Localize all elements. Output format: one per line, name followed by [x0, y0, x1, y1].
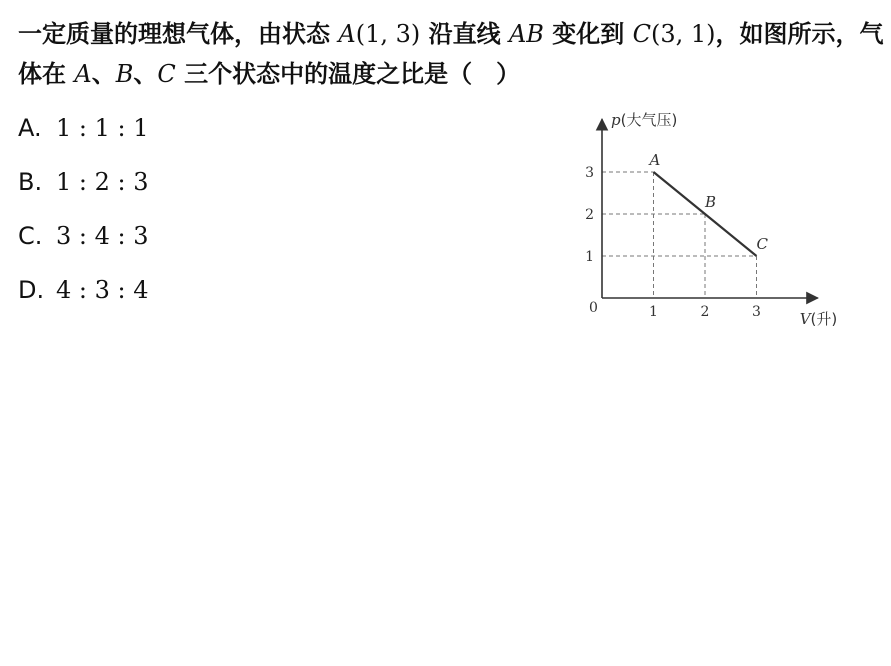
option-letter: B. [18, 168, 43, 196]
point-a-symbol: A [338, 20, 356, 48]
point-label-c: C [756, 235, 768, 253]
question-seg: ，如图所示，气体在 [18, 20, 884, 88]
x-tick-label: 3 [752, 304, 761, 320]
option-d[interactable] [18, 270, 149, 324]
option-value: 1 : 2 : 3 [56, 168, 149, 196]
x-axis-label [800, 310, 838, 328]
option-c[interactable] [18, 216, 149, 270]
question-text [18, 14, 884, 94]
y-axis-var: p [611, 111, 621, 130]
option-a[interactable] [18, 108, 149, 162]
point-c-symbol: C [632, 20, 652, 48]
separator: 、 [91, 60, 116, 88]
option-letter: C. [18, 222, 43, 250]
state-a-label: A [74, 60, 92, 88]
option-value: 3 : 4 : 3 [56, 222, 149, 250]
question-seg: 变化到 [543, 20, 633, 48]
x-axis-var: V [799, 310, 811, 328]
x-tick-label: 2 [700, 304, 710, 320]
separator: 、 [133, 60, 158, 88]
point-a-coords: (1, 3) [355, 20, 421, 48]
answer-options [18, 108, 149, 324]
y-axis-unit: (大气压) [620, 111, 678, 130]
question-seg: 三个状态中的温度之比是（ ） [175, 60, 521, 88]
state-b-label: B [115, 60, 134, 88]
y-tick-label: 2 [585, 207, 594, 223]
option-value: 4 : 3 : 4 [56, 276, 149, 304]
point-labels [648, 151, 769, 253]
point-label-a: A [649, 151, 661, 169]
point-c-coords: (3, 1) [651, 20, 716, 48]
x-tick-label: 1 [649, 304, 658, 320]
question-seg: 沿直线 [420, 20, 509, 48]
option-letter: D. [18, 276, 45, 304]
pv-diagram [580, 96, 885, 336]
line-ab-symbol: AB [508, 20, 544, 48]
origin-label: 0 [589, 300, 598, 316]
guide-lines [602, 172, 757, 298]
option-value: 1 : 1 : 1 [56, 114, 149, 142]
state-c-label: C [157, 60, 176, 88]
point-label-b: B [705, 193, 717, 211]
option-b[interactable] [18, 162, 149, 216]
x-axis-unit: (升) [810, 310, 838, 328]
question-seg: 一定质量的理想气体，由状态 [18, 20, 339, 48]
y-tick-label: 3 [585, 165, 594, 181]
y-axis-label [611, 111, 677, 129]
y-tick-label: 1 [585, 249, 594, 265]
pv-chart-svg [580, 96, 885, 336]
option-letter: A. [18, 114, 42, 142]
